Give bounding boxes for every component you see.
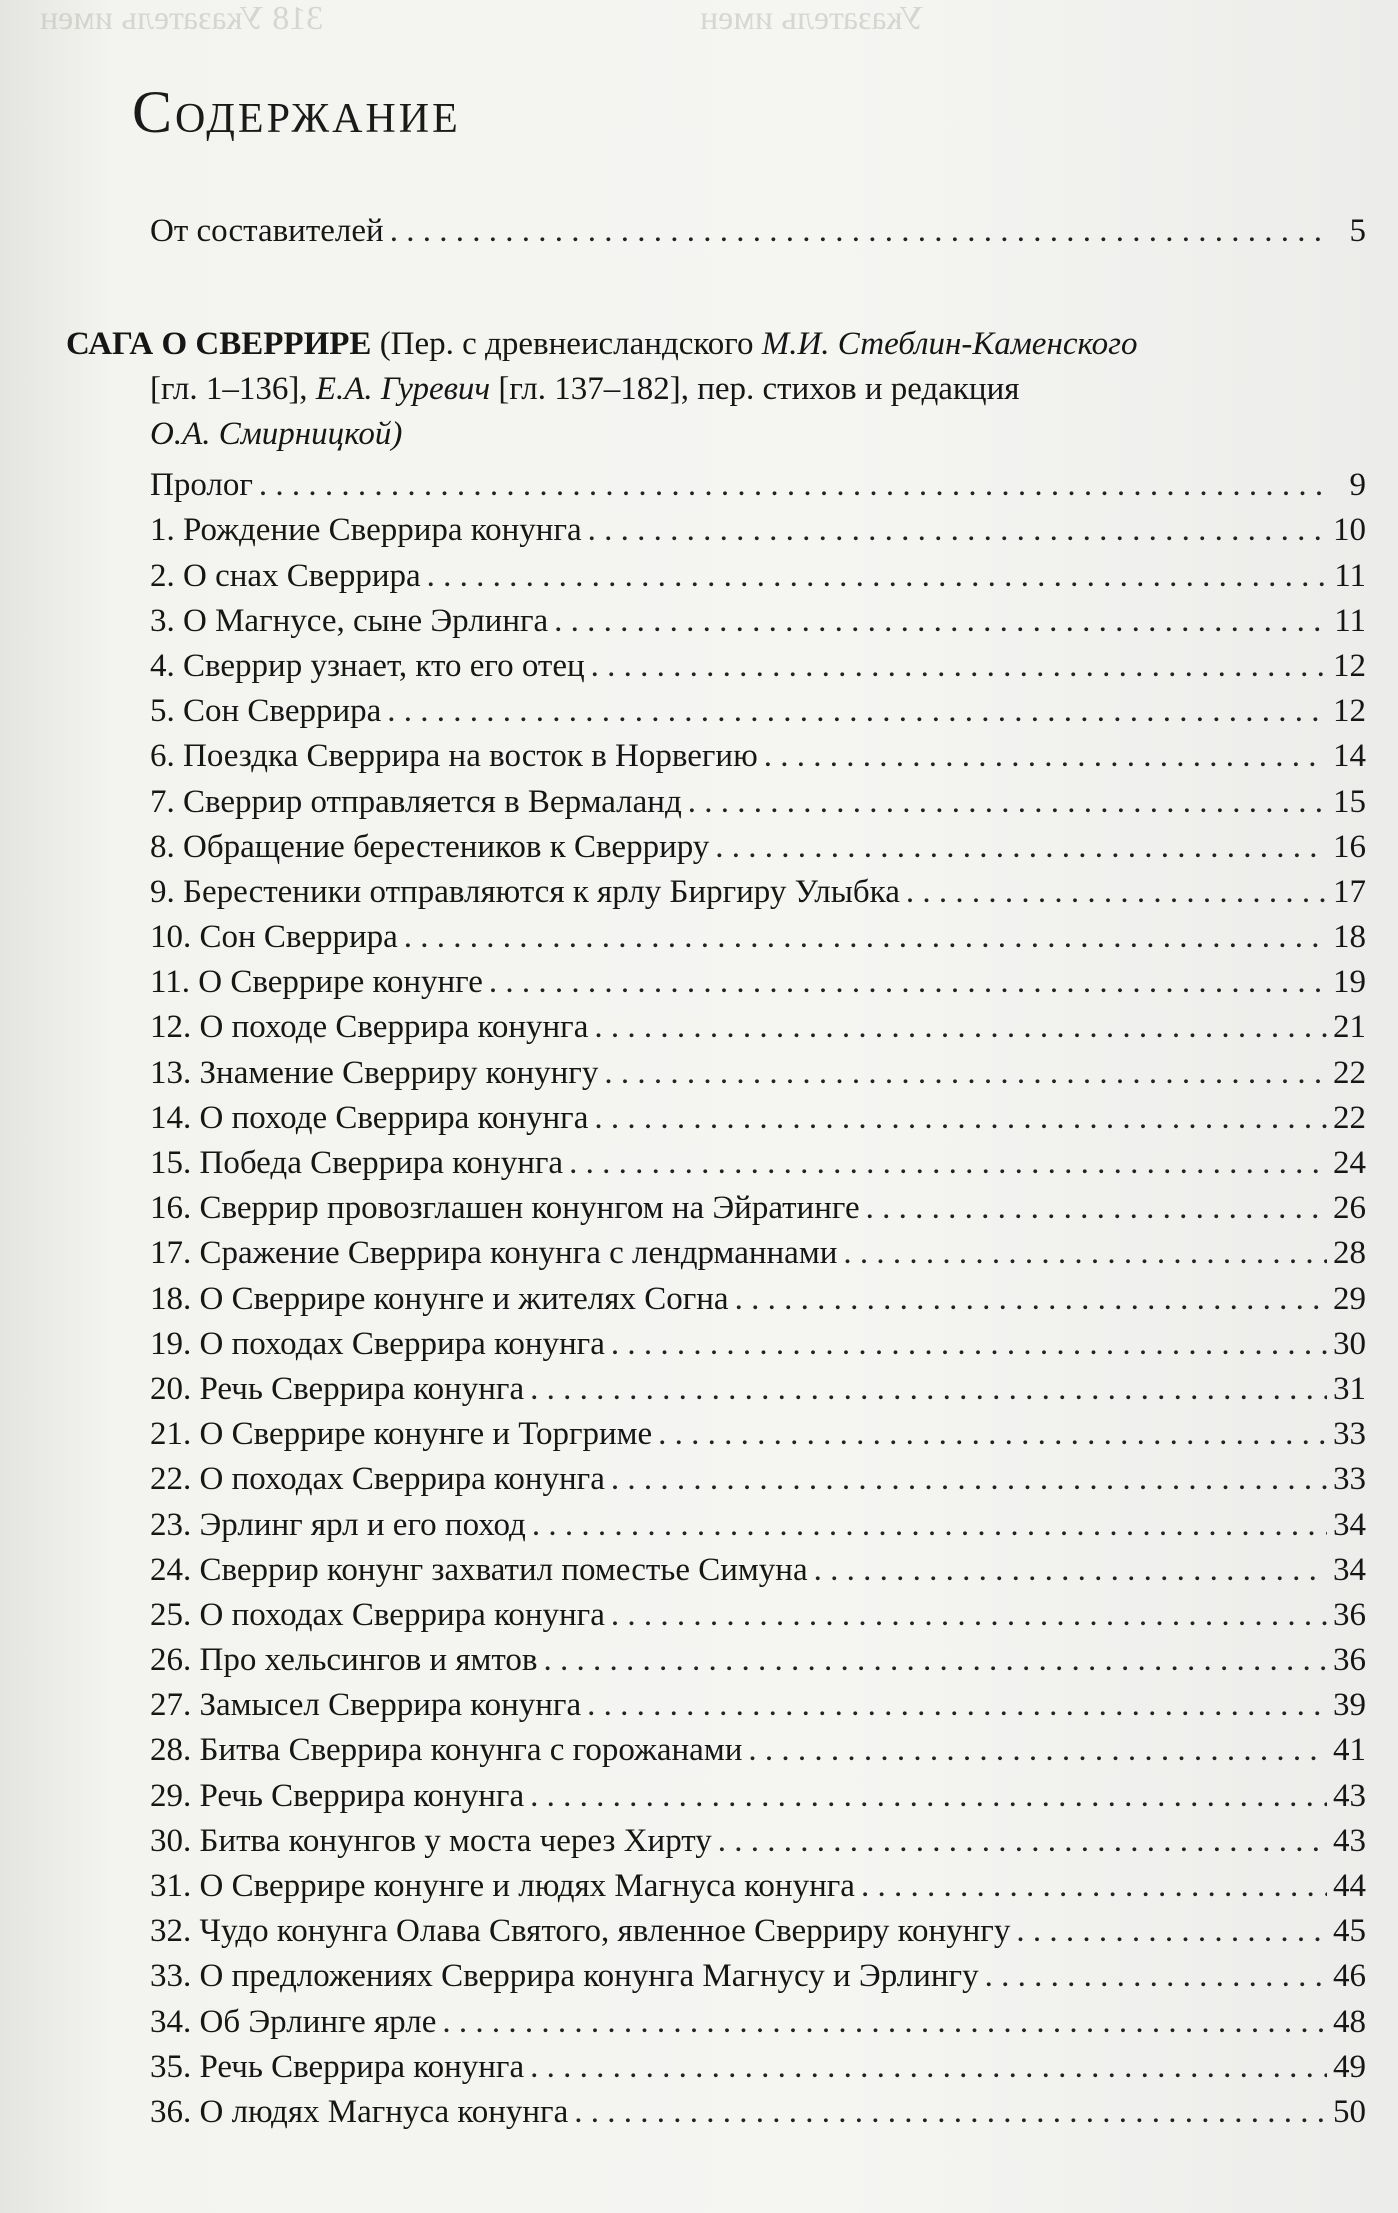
leader-dots <box>591 644 1327 689</box>
toc-entry-page: 12 <box>1333 693 1366 730</box>
toc-entry[interactable] <box>66 689 1366 734</box>
leader-dots <box>611 1593 1327 1638</box>
toc-entry[interactable] <box>66 2090 1366 2135</box>
toc-entry-label: 8. Обращение берестеников к Сверриру <box>150 828 710 865</box>
toc-entry-page: 26 <box>1333 1190 1366 1227</box>
toc-entry-page: 28 <box>1333 1235 1366 1272</box>
toc-entry-label: 32. Чудо конунга Олава Святого, явленное Сверриру конунгу <box>150 1913 1011 1950</box>
leader-dots <box>442 2000 1327 2045</box>
leader-dots <box>748 1728 1327 1773</box>
toc-entry[interactable] <box>66 1005 1366 1050</box>
toc-entry-label: 18. О Сверрире конунге и жителях Согна <box>150 1280 729 1317</box>
leader-dots <box>985 1954 1327 1999</box>
toc-entry[interactable] <box>66 1954 1366 1999</box>
toc-entry-label: 20. Речь Сверрира конунга <box>150 1370 525 1407</box>
toc-entry[interactable] <box>66 1141 1366 1186</box>
toc-entry-page: 45 <box>1333 1913 1366 1950</box>
leader-dots <box>735 1277 1327 1322</box>
toc-entry-label: 24. Сверрир конунг захватил поместье Симуна <box>150 1551 808 1588</box>
toc-entry-label: От составителей <box>150 213 384 249</box>
toc-entry[interactable] <box>66 960 1366 1005</box>
toc-entry-label: 23. Эрлинг ярл и его поход <box>150 1506 526 1543</box>
leader-dots <box>861 1864 1327 1909</box>
toc-entry[interactable] <box>66 780 1366 825</box>
saga-heading <box>66 322 1366 457</box>
toc-entry-page: 24 <box>1333 1145 1366 1181</box>
toc-entry-page: 18 <box>1333 919 1366 956</box>
toc-entry-page: 17 <box>1333 873 1366 910</box>
toc-entry-label: 1. Рождение Сверрира конунга <box>150 512 582 549</box>
toc-entry[interactable] <box>66 825 1366 870</box>
toc-entry[interactable] <box>66 1231 1366 1276</box>
toc-entry-label: 35. Речь Сверрира конунга <box>150 2048 525 2085</box>
translator-name: М.И. Стеблин-Каменского <box>761 326 1138 363</box>
toc-entry[interactable] <box>66 1503 1366 1548</box>
toc-entry-page: 21 <box>1333 1009 1366 1046</box>
toc-entry-page: 22 <box>1333 1054 1366 1091</box>
leader-dots <box>427 554 1329 599</box>
saga-credit-text: [гл. 137–182], пер. стихов и редакция <box>490 371 1020 408</box>
toc-entry[interactable] <box>66 1864 1366 1909</box>
toc-entry-label: 34. Об Эрлинге ярле <box>150 2003 437 2040</box>
toc-entry-label: 10. Сон Сверрира <box>150 919 398 956</box>
toc-entry-page: 5 <box>1349 213 1366 249</box>
toc-entry[interactable] <box>66 2045 1366 2090</box>
leader-dots <box>404 915 1327 960</box>
toc-entry-page: 9 <box>1349 467 1366 504</box>
toc-entry-label: 12. О походе Сверрира конунга <box>150 1009 589 1046</box>
saga-credit-line-2 <box>66 367 1366 412</box>
saga-credit-line-3 <box>66 412 1366 457</box>
leader-dots <box>387 689 1327 734</box>
bleed-through-text: 318 Указатель имен <box>40 0 324 37</box>
leader-dots <box>530 1367 1327 1412</box>
page-title: Содержание <box>132 79 461 145</box>
toc-entry-label: Пролог <box>150 467 253 504</box>
toc-entry[interactable] <box>66 1819 1366 1864</box>
chapter-list <box>66 463 1366 2135</box>
toc-entry[interactable] <box>66 1774 1366 1819</box>
leader-dots <box>611 1322 1327 1367</box>
toc-entry-label: 15. Победа Сверрира конунга <box>150 1145 564 1181</box>
saga-title: САГА О СВЕРРИРЕ <box>66 326 372 363</box>
leader-dots <box>688 780 1327 825</box>
saga-credit-text: (Пер. с древнеисландского <box>371 326 762 363</box>
toc-entry-label: 29. Речь Сверрира конунга <box>150 1777 525 1814</box>
toc-entry-page: 49 <box>1333 2048 1366 2085</box>
leader-dots <box>594 1005 1327 1050</box>
leader-dots <box>611 1457 1327 1502</box>
toc-entry-page: 22 <box>1333 1099 1366 1136</box>
leader-dots <box>574 2090 1327 2135</box>
leader-dots <box>715 825 1327 870</box>
toc-entry-page: 15 <box>1333 783 1366 820</box>
leader-dots <box>866 1186 1327 1231</box>
toc-entry[interactable] <box>66 734 1366 779</box>
toc-entry-page: 12 <box>1333 647 1366 684</box>
toc-entry-page: 43 <box>1333 1822 1366 1859</box>
translator-name: Е.А. Гуревич <box>315 371 491 408</box>
toc-entry-label: 14. О походе Сверрира конунга <box>150 1099 589 1136</box>
toc-entry-page: 16 <box>1333 828 1366 865</box>
leader-dots <box>554 599 1328 644</box>
toc-entry[interactable] <box>66 2000 1366 2045</box>
table-of-contents-page <box>66 68 1366 2135</box>
toc-entry-page: 36 <box>1333 1642 1366 1679</box>
toc-entry[interactable] <box>66 870 1366 915</box>
leader-dots <box>530 2045 1327 2090</box>
toc-entry-label: 31. О Сверрире конунге и людях Магнуса конунга <box>150 1868 855 1904</box>
toc-entry-label: 22. О походах Сверрира конунга <box>150 1461 605 1498</box>
toc-entry[interactable] <box>66 1277 1366 1322</box>
toc-entry-page: 46 <box>1333 1958 1366 1995</box>
toc-entry-label: 19. О походах Сверрира конунга <box>150 1325 605 1362</box>
toc-entry[interactable] <box>66 1593 1366 1638</box>
toc-entry-label: 11. О Сверрире конунге <box>150 964 483 1001</box>
leader-dots <box>764 734 1327 779</box>
toc-entry[interactable] <box>66 1683 1366 1728</box>
leader-dots <box>604 1051 1327 1096</box>
leader-dots <box>906 870 1327 915</box>
toc-entry-label: 4. Сверрир узнает, кто его отец <box>150 647 585 684</box>
toc-entry-label: 9. Берестеники отправляются к ярлу Биргиру Улыбка <box>150 873 900 910</box>
toc-entry-page: 30 <box>1333 1325 1366 1362</box>
leader-dots <box>530 1774 1327 1819</box>
toc-entry-label: 5. Сон Сверрира <box>150 693 382 730</box>
chapter-range: [гл. 1–136], <box>150 371 316 408</box>
leader-dots <box>594 1096 1327 1141</box>
toc-entry-page: 50 <box>1333 2093 1366 2130</box>
toc-entry[interactable] <box>66 1909 1366 1954</box>
toc-entry[interactable] <box>66 508 1366 553</box>
editor-name: О.А. Смирницкой) <box>150 416 403 453</box>
toc-entry-page: 31 <box>1333 1370 1366 1407</box>
toc-entry[interactable] <box>66 915 1366 960</box>
toc-entry-page: 34 <box>1333 1551 1366 1588</box>
toc-entry[interactable] <box>66 1548 1366 1593</box>
toc-entry[interactable] <box>66 1322 1366 1367</box>
leader-dots <box>532 1503 1327 1548</box>
leader-dots <box>543 1638 1327 1683</box>
toc-entry-label: 16. Сверрир провозглашен конунгом на Эйратинге <box>150 1190 860 1227</box>
toc-entry[interactable] <box>66 463 1366 508</box>
toc-entry[interactable] <box>66 1051 1366 1096</box>
toc-entry-label: 21. О Сверрире конунге и Торгриме <box>150 1416 653 1453</box>
toc-entry-page: 11 <box>1334 557 1366 594</box>
toc-entry-page: 41 <box>1333 1732 1366 1769</box>
toc-entry[interactable] <box>66 599 1366 644</box>
leader-dots <box>843 1231 1327 1276</box>
toc-entry-page: 10 <box>1333 512 1366 549</box>
leader-dots <box>1016 1909 1327 1954</box>
toc-entry-page: 34 <box>1333 1506 1366 1543</box>
toc-entry-label: 28. Битва Сверрира конунга с горожанами <box>150 1732 743 1769</box>
toc-entry[interactable] <box>66 1096 1366 1141</box>
leader-dots <box>587 1683 1327 1728</box>
leader-dots <box>658 1412 1327 1457</box>
toc-entry-page: 48 <box>1333 2003 1366 2040</box>
leader-dots <box>259 463 1330 508</box>
toc-entry-label: 7. Сверрир отправляется в Вермаланд <box>150 783 682 820</box>
toc-entry-page: 14 <box>1333 738 1366 775</box>
toc-entry-page: 19 <box>1333 964 1366 1001</box>
toc-entry-page: 33 <box>1333 1416 1366 1453</box>
leader-dots <box>489 960 1327 1005</box>
toc-entry-page: 36 <box>1333 1596 1366 1633</box>
toc-entry-label: 36. О людях Магнуса конунга <box>150 2093 569 2130</box>
toc-entry-preface[interactable] <box>66 209 1366 254</box>
toc-entry[interactable] <box>66 1457 1366 1502</box>
toc-entry[interactable] <box>66 1638 1366 1683</box>
toc-entry[interactable] <box>66 1367 1366 1412</box>
leader-dots <box>569 1141 1327 1186</box>
bleed-through-text: Указатель имен <box>700 0 924 37</box>
leader-dots <box>588 508 1327 553</box>
toc-entry-label: 6. Поездка Сверрира на восток в Норвегию <box>150 738 758 775</box>
toc-entry-label: 30. Битва конунгов у моста через Хирту <box>150 1822 712 1859</box>
leader-dots <box>718 1819 1327 1864</box>
toc-entry-page: 11 <box>1334 602 1366 639</box>
toc-entry-page: 29 <box>1333 1280 1366 1317</box>
toc-entry-page: 33 <box>1333 1461 1366 1498</box>
toc-entry-label: 17. Сражение Сверрира конунга с лендрманнами <box>150 1235 838 1272</box>
toc-entry[interactable] <box>66 644 1366 689</box>
toc-entry-label: 27. Замысел Сверрира конунга <box>150 1687 582 1724</box>
toc-entry-label: 2. О снах Сверрира <box>150 557 421 594</box>
toc-entry[interactable] <box>66 1186 1366 1231</box>
toc-entry-label: 25. О походах Сверрира конунга <box>150 1596 605 1633</box>
toc-entry[interactable] <box>66 1728 1366 1773</box>
toc-entry-page: 44 <box>1333 1868 1366 1904</box>
toc-entry[interactable] <box>66 554 1366 599</box>
leader-dots <box>814 1548 1327 1593</box>
toc-entry[interactable] <box>66 1412 1366 1457</box>
toc-entry-label: 26. Про хельсингов и ямтов <box>150 1642 538 1679</box>
toc-entry-page: 43 <box>1333 1777 1366 1814</box>
toc-entry-page: 39 <box>1333 1687 1366 1724</box>
toc-entry-label: 3. О Магнусе, сыне Эрлинга <box>150 602 549 639</box>
toc-entry-label: 13. Знамение Сверриру конунгу <box>150 1054 599 1091</box>
leader-dots <box>390 209 1330 254</box>
toc-entry-label: 33. О предложениях Сверрира конунга Магнусу и Эрлингу <box>150 1958 979 1995</box>
